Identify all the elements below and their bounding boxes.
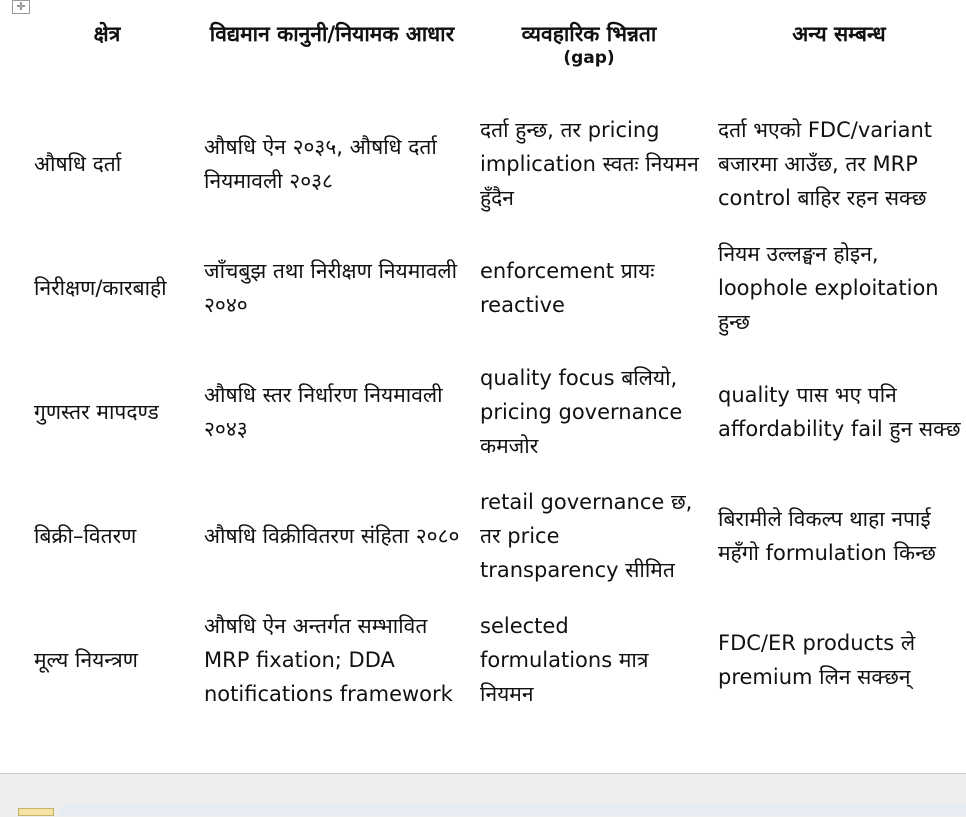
cell-area: औषधि दर्ता <box>34 152 122 176</box>
cell-legal-basis: औषधि ऐन अन्तर्गत सम्भावित MRP fixation; DDA notifications framework <box>204 614 453 706</box>
cell-area: मूल्य नियन्त्रण <box>34 648 138 672</box>
table-row <box>20 226 966 350</box>
folder-icon[interactable] <box>18 808 54 816</box>
cell-legal-basis: औषधि विक्रीवितरण संहिता २०८० <box>204 524 460 548</box>
table-row <box>20 102 966 226</box>
cell-area: गुणस्तर मापदण्ड <box>34 400 159 424</box>
header-area: क्षेत्र <box>93 22 121 46</box>
header-practical-gap-label: व्यवहारिक भिन्नता <box>521 22 657 46</box>
table-move-handle-icon[interactable]: ✛ <box>12 0 30 14</box>
cell-other-relation: FDC/ER products ले premium लिन सक्छन् <box>718 631 916 689</box>
cell-area: निरीक्षण/कारबाही <box>34 276 167 300</box>
cell-other-relation: दर्ता भएको FDC/variant बजारमा आउँछ, तर MRP control बाहिर रहन सक्छ <box>718 118 933 210</box>
cell-other-relation: बिरामीले विकल्प थाहा नपाई महँगो formulation किन्छ <box>718 507 936 565</box>
table-header-row <box>20 8 966 102</box>
header-practical-gap-sub: (gap) <box>563 48 615 68</box>
cell-practical-gap: retail governance छ, तर price transparency सीमित <box>480 490 693 582</box>
cell-legal-basis: औषधि स्तर निर्धारण नियमावली २०४३ <box>204 383 443 441</box>
cell-other-relation: नियम उल्लङ्घन होइन, loophole exploitation हुन्छ <box>718 242 939 334</box>
cell-other-relation: quality पास भए पनि affordability fail हुन सक्छ <box>718 383 961 441</box>
cell-legal-basis: जाँचबुझ तथा निरीक्षण नियमावली २०४० <box>204 259 458 317</box>
header-practical-gap <box>470 8 708 102</box>
cell-area: बिक्री–वितरण <box>34 524 137 548</box>
cell-practical-gap: quality focus बलियो, pricing governance कमजोर <box>480 366 683 458</box>
header-legal-basis: विद्यमान कानुनी/नियामक आधार <box>209 22 455 46</box>
header-other-relation: अन्य सम्बन्ध <box>792 22 886 46</box>
cell-legal-basis: औषधि ऐन २०३५, औषधि दर्ता नियमावली २०३८ <box>204 135 437 193</box>
table-row <box>20 598 966 722</box>
cell-practical-gap: दर्ता हुन्छ, तर pricing implication स्वतः नियमन हुँदैन <box>480 118 699 210</box>
table-row <box>20 474 966 598</box>
taskbar-strip <box>60 805 966 816</box>
cell-practical-gap: selected formulations मात्र नियमन <box>480 614 649 706</box>
comparison-table <box>20 8 966 722</box>
table-row <box>20 350 966 474</box>
cell-practical-gap: enforcement प्रायः reactive <box>480 259 655 317</box>
